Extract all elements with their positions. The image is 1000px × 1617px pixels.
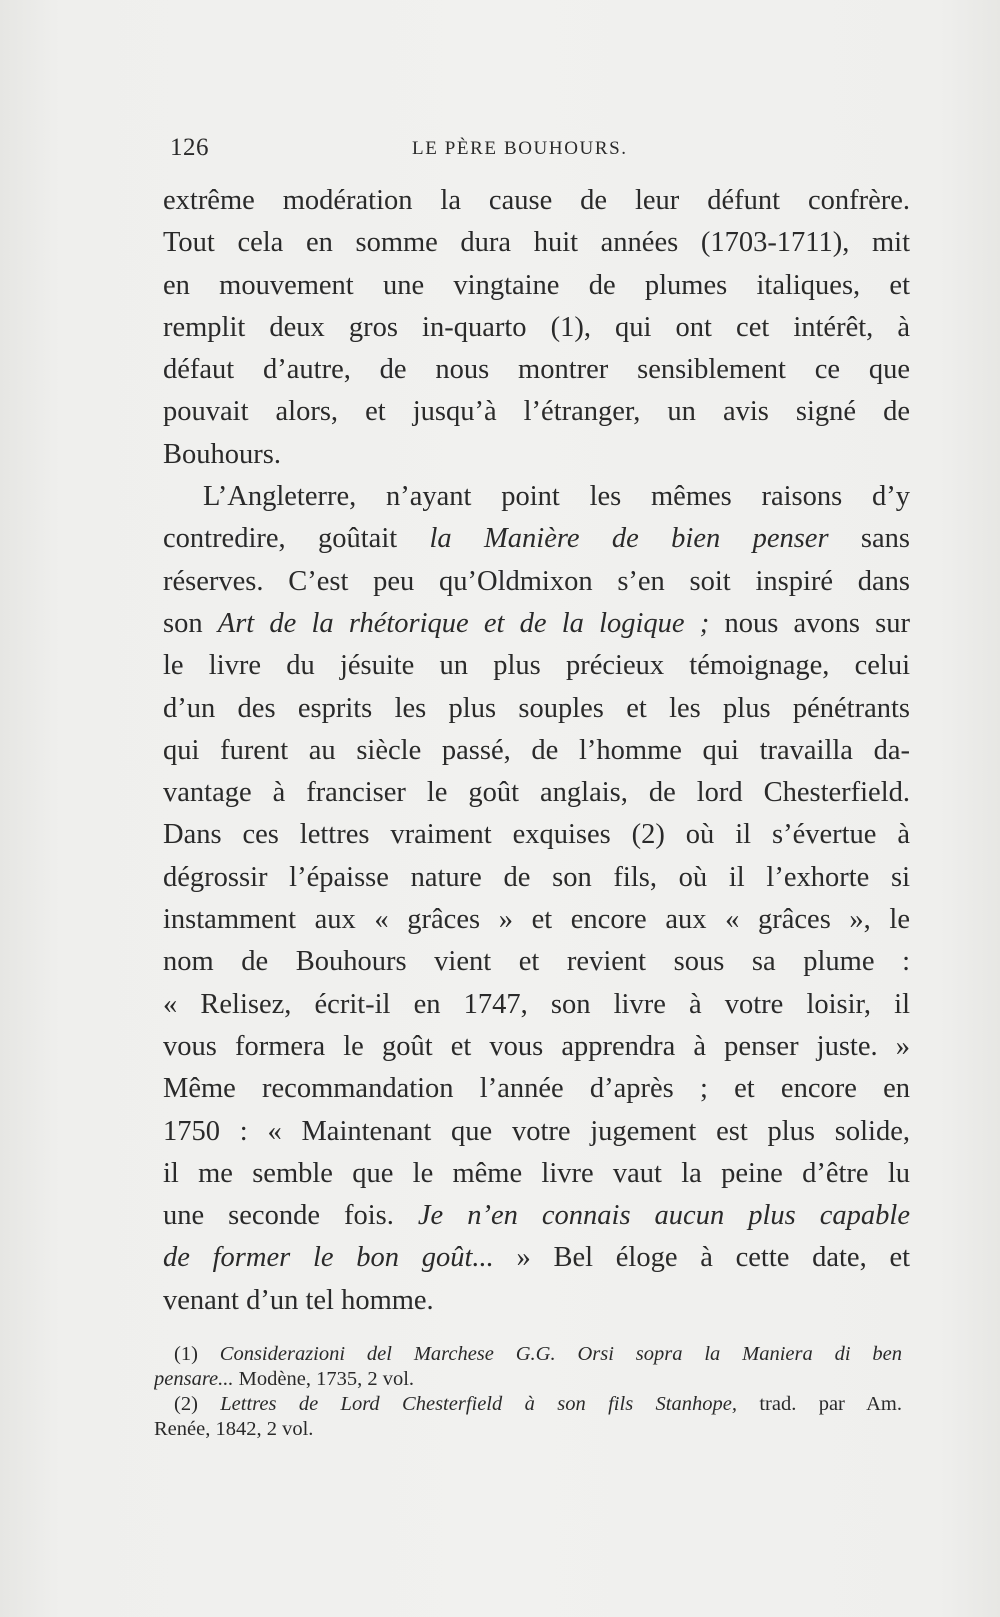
text-line: dégrossir l’épaisse nature de son fils, où il l’exhorte si xyxy=(163,861,910,893)
text-line: 1750 : « Maintenant que votre jugement est plus solide, xyxy=(163,1115,910,1147)
text-line: nom de Bouhours vient et revient sous sa plume : xyxy=(163,946,910,978)
text-line: Bouhours. xyxy=(163,438,281,470)
text-line: d’un des esprits les plus souples et les plus pénétrants xyxy=(163,692,910,724)
footnote-marker: (2) xyxy=(174,1393,221,1415)
text-line: « Relisez, écrit-il en 1747, son livre à votre loisir, il xyxy=(163,988,910,1020)
page-header xyxy=(170,134,905,174)
text-line: extrême modération la cause de leur défunt confrère. xyxy=(163,185,910,216)
text-line: défaut d’autre, de nous montrer sensiblement ce que xyxy=(163,354,910,386)
footnote-marker: (1) xyxy=(174,1343,220,1365)
text-run: sans xyxy=(828,523,910,555)
text-line: il me semble que le même livre vaut la peine d’être lu xyxy=(163,1157,910,1189)
footnote-line xyxy=(154,1392,902,1417)
text-line xyxy=(163,603,910,645)
footnote-line xyxy=(154,1342,902,1367)
footnote-line: Renée, 1842, 2 vol. xyxy=(154,1418,314,1440)
italic-quote: de former le bon goût... xyxy=(163,1242,494,1274)
text-line: Tout cela en somme dura huit années (1703-1711), mit xyxy=(163,227,910,259)
footnote-title: pensare... xyxy=(154,1368,234,1390)
text-line: instamment aux « grâces » et encore aux « grâces », le xyxy=(163,904,910,936)
text-line: Même recommandation l’année d’après ; et encore en xyxy=(163,1073,910,1105)
text-run: nous avons sur xyxy=(709,607,910,639)
italic-quote: Je n’en connais aucun plus capable xyxy=(417,1200,910,1232)
text-run: une seconde fois. xyxy=(163,1200,418,1232)
body-text xyxy=(163,180,910,1322)
footnote-title: Lettres de Lord Chesterfield à son fils Stanhope, xyxy=(220,1393,737,1415)
text-line: Dans ces lettres vraiment exquises (2) où il s’évertue à xyxy=(163,819,910,851)
text-line: vantage à franciser le goût anglais, de lord Chesterfield. xyxy=(163,777,910,809)
text-line: L’Angleterre, n’ayant point les mêmes raisons d’y xyxy=(203,481,910,513)
text-line: venant d’un tel homme. xyxy=(163,1284,434,1316)
italic-title: Art de la rhétorique et de la logique ; xyxy=(217,607,710,639)
text-line xyxy=(163,1195,910,1237)
footnote-line xyxy=(154,1367,902,1392)
text-line: vous formera le goût et vous apprendra à penser juste. » xyxy=(163,1030,910,1062)
footnote-title: Considerazioni del Marchese G.G. Orsi sopra la Maniera di ben xyxy=(219,1343,902,1365)
footnote-text: Modène, 1735, 2 vol. xyxy=(233,1368,415,1390)
page-number: 126 xyxy=(170,134,209,161)
text-line xyxy=(163,518,910,560)
footnote-text: trad. par Am. xyxy=(736,1393,902,1415)
footnotes xyxy=(154,1342,902,1442)
running-title: LE PÈRE BOUHOURS. xyxy=(412,138,628,159)
text-line: en mouvement une vingtaine de plumes italiques, et xyxy=(163,269,910,301)
text-line xyxy=(163,1237,910,1279)
text-line: le livre du jésuite un plus précieux témoignage, celui xyxy=(163,650,910,682)
text-line: remplit deux gros in-quarto (1), qui ont cet intérêt, à xyxy=(163,311,910,343)
text-line: pouvait alors, et jusqu’à l’étranger, un avis signé de xyxy=(163,396,910,428)
text-run: » Bel éloge à cette date, et xyxy=(493,1242,910,1274)
text-line: qui furent au siècle passé, de l’homme qui travailla da- xyxy=(163,734,910,766)
text-run: contredire, goûtait xyxy=(163,523,430,555)
italic-title: la Manière de bien penser xyxy=(429,523,829,555)
text-run: son xyxy=(163,607,218,639)
text-line: réserves. C’est peu qu’Oldmixon s’en soit inspiré dans xyxy=(163,565,910,597)
